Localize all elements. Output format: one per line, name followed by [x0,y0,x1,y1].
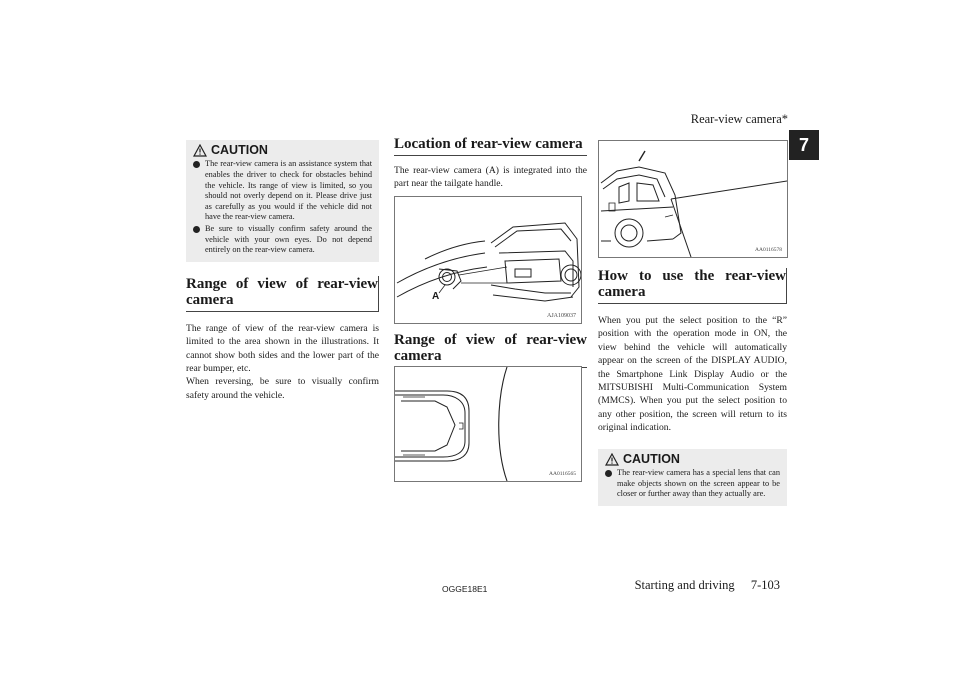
caution-bullet-text: Be sure to visually confirm safety around the vehicle with your own eyes. Do not depend entirely on the rear-view camera. [205,223,372,255]
document-code: OGGE18E1 [442,584,488,594]
page-footer [635,578,780,593]
column-3 [598,268,787,506]
vehicle-rear-drawing [395,197,581,323]
bullet-icon [193,161,200,168]
caution-box [598,449,787,506]
section-name: Starting and driving [634,578,735,592]
caution-bullet [193,224,372,256]
section-heading: Range of view of rear-view camera [186,276,379,312]
caution-header [193,144,372,157]
callout-label-a: A [432,291,440,302]
camera-location-illustration [394,196,582,324]
caution-box [186,140,379,262]
page-number: 7-103 [750,578,780,592]
body-paragraph: When reversing, be sure to visually confirm safety around the vehicle. [186,376,379,401]
column-2 [394,136,587,191]
vehicle-side-view-drawing [599,141,787,257]
figure-code: AA0116578 [755,247,782,253]
range-of-view-top-illustration [394,366,582,482]
body-paragraph: The range of view of the rear-view camera is limited to the area shown in the illustrations. It cannot show both sides and the lower part of the rear bumper, etc. [186,322,379,374]
section-heading: How to use the rear-view camera [598,268,787,304]
running-header: Rear-view camera* [690,112,788,126]
range-of-view-side-illustration [598,140,788,258]
bullet-icon [193,226,200,233]
chapter-tab: 7 [789,130,819,160]
caution-bullet-text: The rear-view camera has a special lens that can make objects shown on the screen appear to be closer or further away than they actually are. [617,468,780,499]
body-paragraph: When you put the select position to the “R” position with the operation mode in ON, the view behind the vehicle will automatically appear on the screen of the DISPLAY AUDIO, the Smartphone Link Display Audio or the MITSUBISHI Multi-Communication System (MMCS). When you put the select position to any other position, the screen will return to its original indication. [598,315,787,434]
column-2-lower [394,332,587,368]
body-paragraph: The rear-view camera (A) is integrated into the part near the tailgate handle. [394,165,587,190]
vehicle-top-view-drawing [395,367,581,481]
caution-bullet-text: The rear-view camera is an assistance system that enables the driver to check for obstacles behind the vehicle. Its range of view is limited, so you should not overly depend on it. Please drive just as carefully as you would if the vehicle did not have the rear-view camera. [205,159,372,222]
caution-bullet [193,159,372,223]
warning-triangle-icon [605,453,619,466]
caution-bullet [605,468,780,500]
figure-code: AJA109037 [546,313,576,319]
column-1 [186,140,379,402]
bullet-icon [605,470,612,477]
section-heading: Range of view of rear-view camera [394,332,587,368]
caution-title: CAUTION [211,143,268,157]
warning-triangle-icon [193,144,207,157]
caution-title: CAUTION [623,451,680,466]
section-heading: Location of rear-view camera [394,136,587,156]
figure-code: AA0116565 [549,471,576,477]
caution-header [605,453,780,466]
